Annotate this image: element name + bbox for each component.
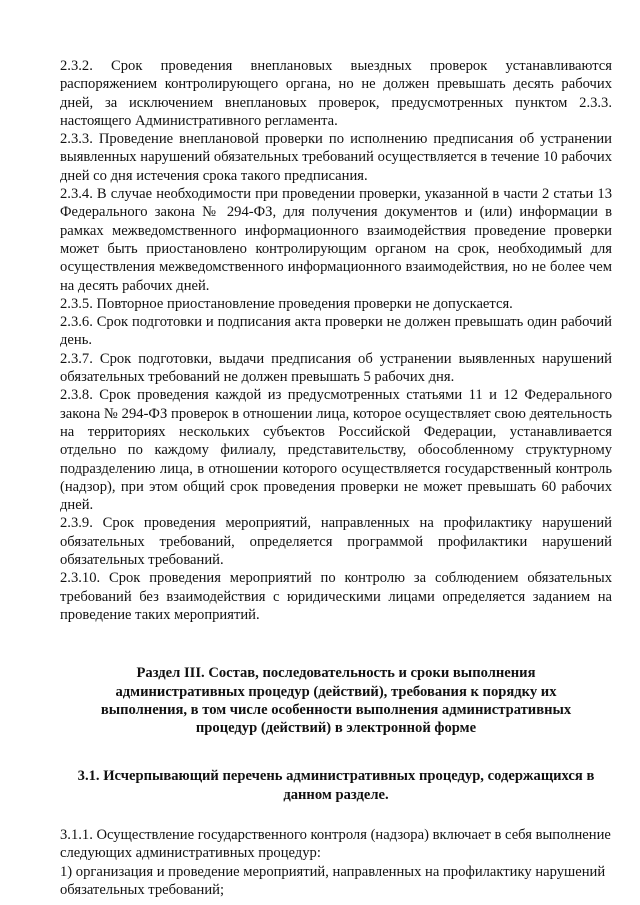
paragraph-2-3-3: 2.3.3. Проведение внеплановой проверки по исполнению предписания об устранении выявленных нарушений обязательных требований осуществляется в течение 10 рабочих дней со дня истечения срока такого предписания.	[60, 131, 612, 184]
paragraph-2-3-5: 2.3.5. Повторное приостановление проведения проверки не допускается.	[60, 295, 513, 312]
list-item-1: 1) организация и проведение мероприятий, направленных на профилактику нарушений обязательных требований;	[60, 863, 606, 898]
section-heading: Раздел III. Состав, последовательность и сроки выполнения административных процедур (действий), требования к порядку их выполнения, в том числе особенности выполнения административных процедур (действий) в электронной форме	[100, 665, 572, 737]
paragraph-3-1-1: 3.1.1. Осуществление государственного контроля (надзора) включает в себя выполнение следующих административных процедур:	[60, 826, 611, 862]
paragraph-2-3-8: 2.3.8. Срок проведения каждой из предусмотренных статьями 11 и 12 Федерального закона № 294-ФЗ проверок в отношении лица, которое осуществляет свою деятельность на территориях нескольких субъектов Российской Федерации, устанавливается отдельно по каждому филиалу, представительству, обособленному структурному подразделению лица, в отношении которого осуществляется государственный контроль (надзор), при этом общий срок проведения проверки не может превышать 60 рабочих дней.	[60, 387, 612, 514]
paragraph-2-3-7: 2.3.7. Срок подготовки, выдачи предписания об устранении выявленных нарушений обязательных требований не должен превышать 5 рабочих дня.	[60, 350, 612, 386]
subsection-heading: 3.1. Исчерпывающий перечень административных процедур, содержащихся в данном разделе.	[77, 768, 595, 803]
spacer	[60, 737, 612, 767]
paragraph-2-3-9: 2.3.9. Срок проведения мероприятий, направленных на профилактику нарушений обязательных требований, определяется программой профилактики нарушений обязательных требований.	[60, 515, 612, 569]
paragraph-2-3-10: 2.3.10. Срок проведения мероприятий по контролю за соблюдением обязательных требований без взаимодействия с юридическими лицами определяется заданием на проведение таких мероприятий.	[60, 570, 612, 623]
spacer	[60, 804, 612, 826]
spacer	[60, 624, 612, 664]
paragraph-2-3-2: 2.3.2. Срок проведения внеплановых выездных проверок устанавливаются распоряжением контролирующего органа, но не должен превышать десять рабочих дней, за исключением внеплановых проверок, предусмотренных пунктом 2.3.3. настоящего Административного регламента.	[60, 58, 612, 129]
paragraph-2-3-4: 2.3.4. В случае необходимости при проведении проверки, указанной в части 2 статьи 13 Федерального закона № 294-ФЗ, для получения документов и (или) информации в рамках межведомственного информационного взаимодействия проведение проверки может быть приостановлено контролирующим органом на срок, необходимый для осуществления межведомственного информационного взаимодействия, но не более чем на десять рабочих дней.	[60, 186, 612, 294]
document-page	[60, 57, 612, 899]
paragraph-2-3-6: 2.3.6. Срок подготовки и подписания акта проверки не должен превышать один рабочий день.	[60, 314, 612, 349]
